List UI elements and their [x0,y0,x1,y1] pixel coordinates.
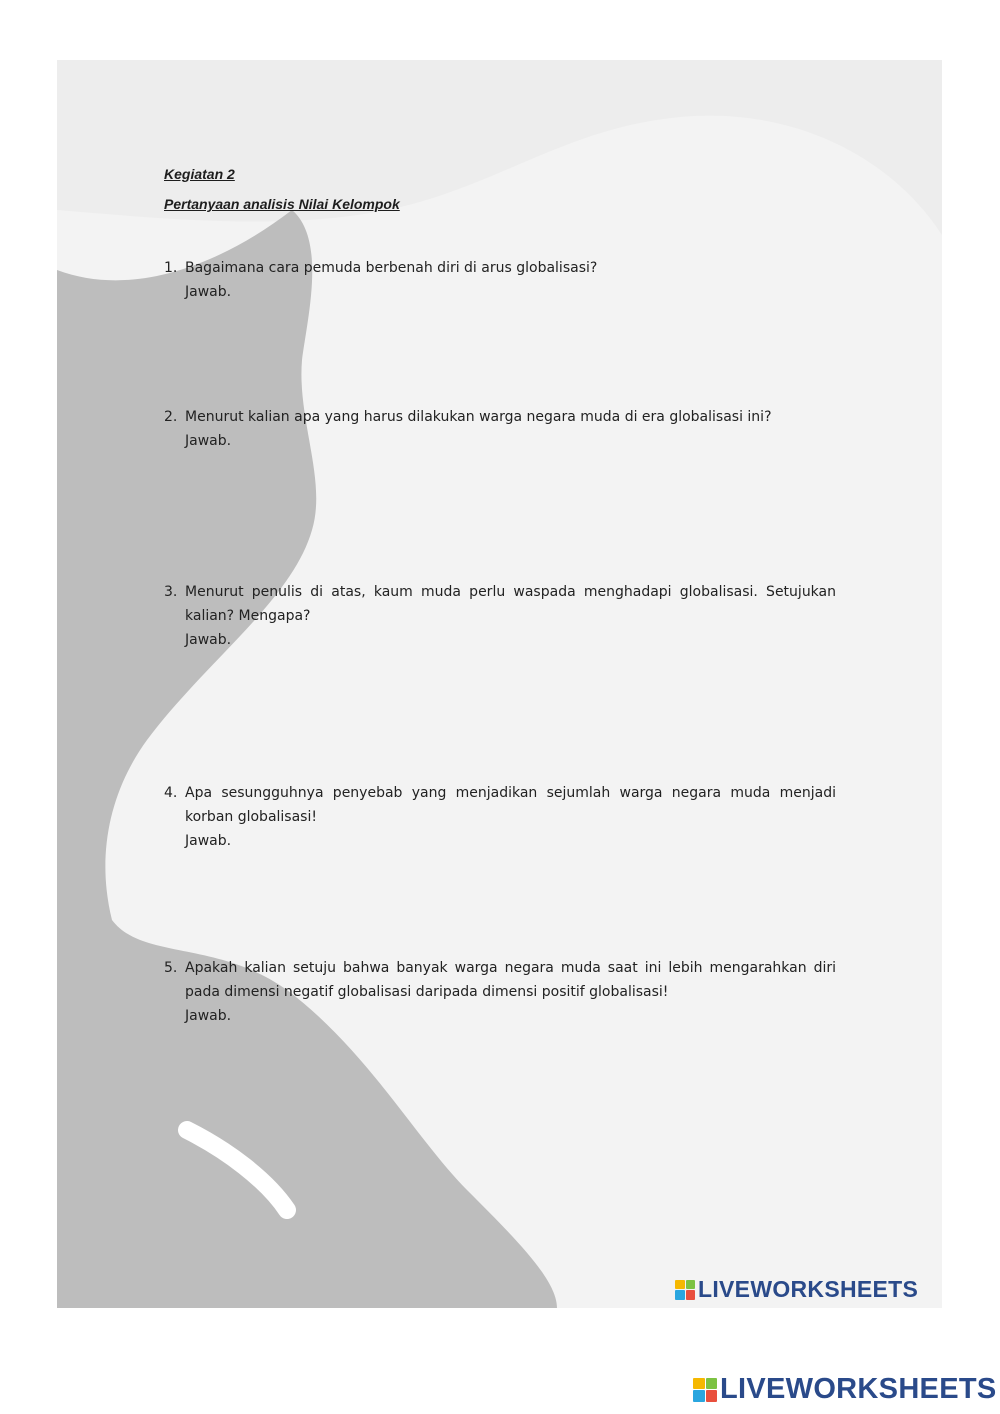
sheet-liveworksheets-logo [675,1276,918,1303]
answer-label: Jawab. [185,833,232,849]
worksheet-page [57,60,942,1308]
question-number: 5. [164,960,178,976]
question-number: 2. [164,409,178,425]
question-3 [164,580,836,652]
question-text: Apakah kalian setuju bahwa banyak warga negara muda saat ini lebih mengarahkan diri pada dimensi negatif globalisasi daripada dimensi positif globalisasi! [185,960,836,1000]
liveworksheets-logo-icon [693,1378,717,1402]
footer-liveworksheets-logo[interactable] [693,1373,997,1406]
question-number: 3. [164,584,178,600]
answer-label: Jawab. [185,284,232,300]
question-4 [164,781,836,853]
question-text: Menurut kalian apa yang harus dilakukan warga negara muda di era globalisasi ini? [185,409,772,425]
question-2 [164,405,836,453]
liveworksheets-logo-icon [675,1280,695,1300]
question-number: 1. [164,260,178,276]
question-text: Apa sesungguhnya penyebab yang menjadikan sejumlah warga negara muda menjadi korban globalisasi! [185,785,836,825]
question-text: Menurut penulis di atas, kaum muda perlu waspada menghadapi globalisasi. Setujukan kalian? Mengapa? [185,584,836,624]
activity-title: Kegiatan 2 [164,166,235,182]
question-text: Bagaimana cara pemuda berbenah diri di arus globalisasi? [185,260,598,276]
footer-logo-text: LIVEWORKSHEETS [720,1373,997,1405]
question-1 [164,256,836,304]
question-5 [164,956,836,1028]
answer-label: Jawab. [185,433,232,449]
background-blob-decoration [57,60,942,1308]
answer-label: Jawab. [185,632,232,648]
answer-label: Jawab. [185,1008,232,1024]
activity-subtitle: Pertanyaan analisis Nilai Kelompok [164,196,400,212]
sheet-logo-text: LIVEWORKSHEETS [698,1276,919,1302]
question-number: 4. [164,785,178,801]
